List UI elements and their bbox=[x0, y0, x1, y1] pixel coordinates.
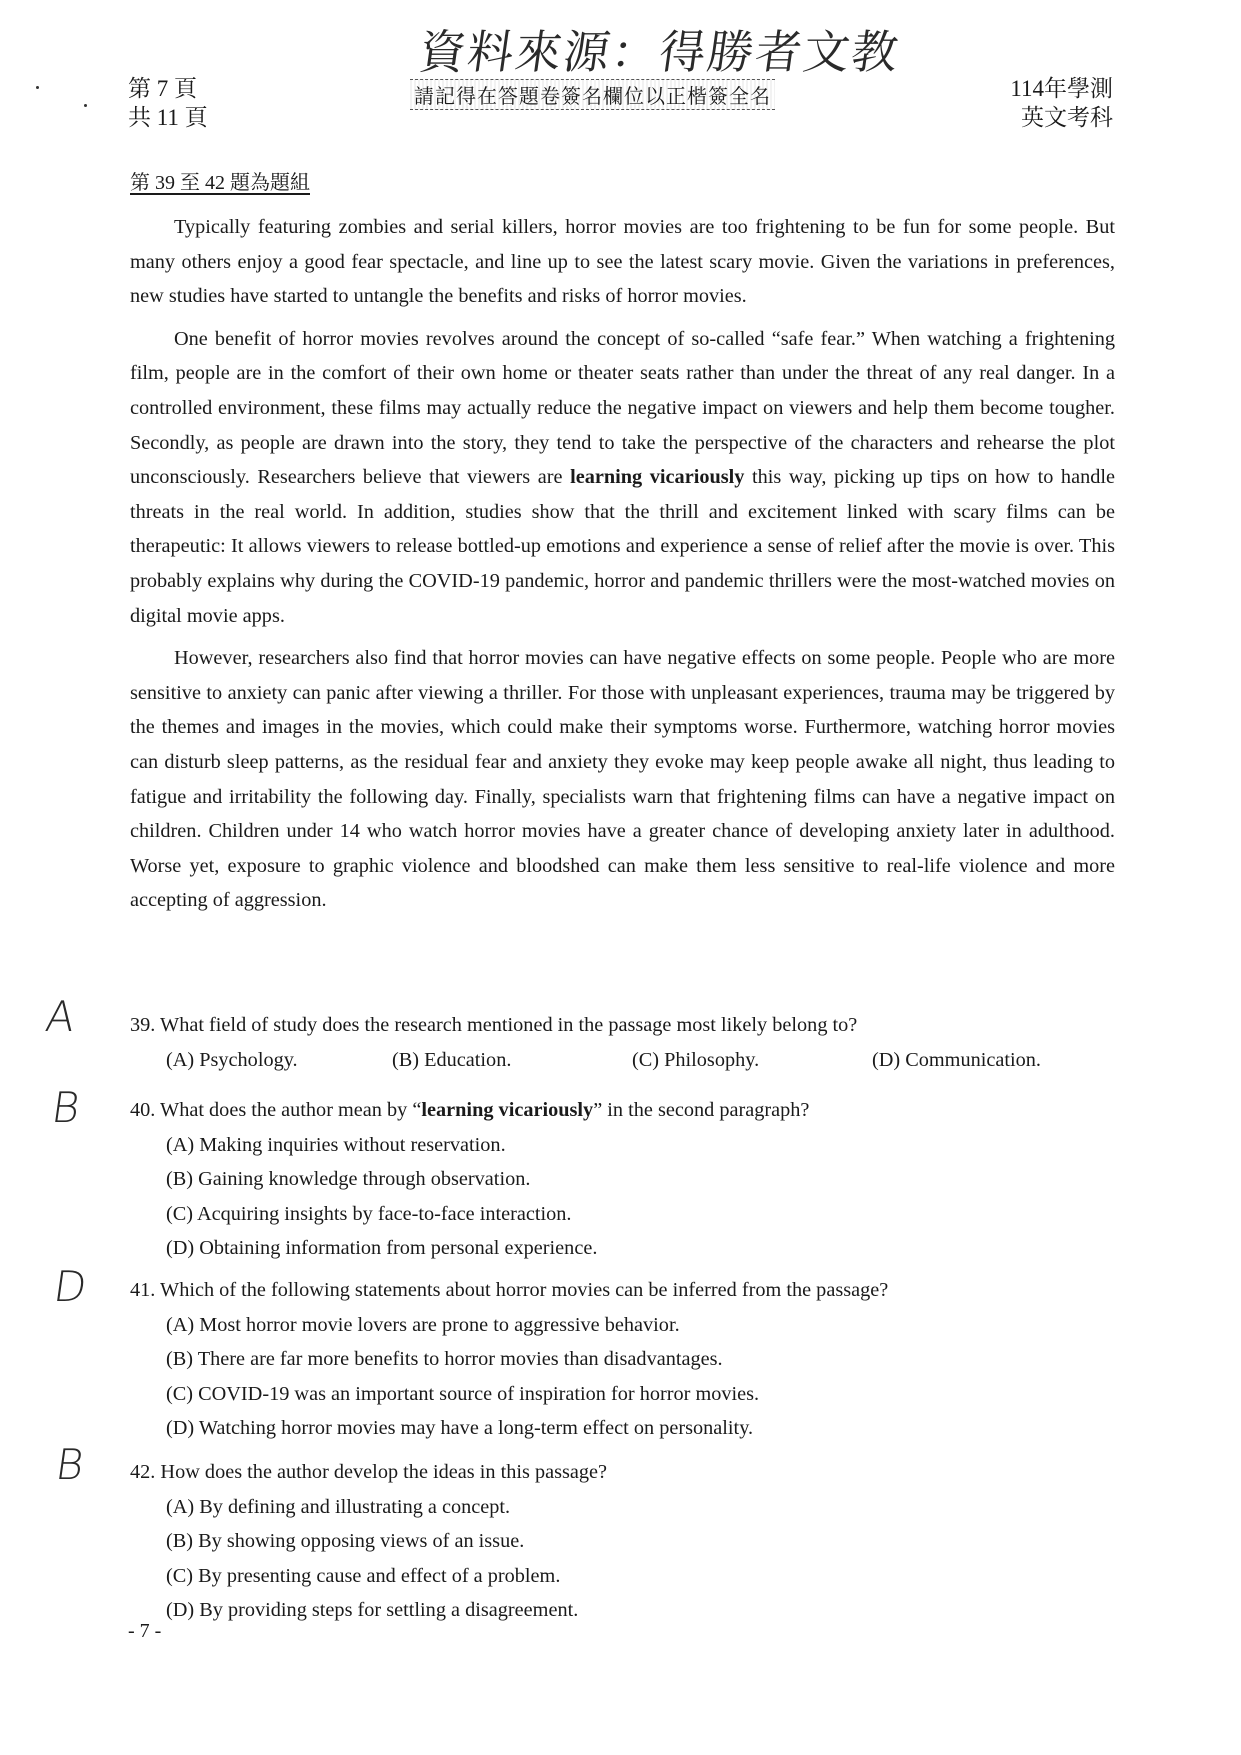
passage-paragraph-2 bbox=[130, 322, 1115, 633]
option-b: (B) Education. bbox=[392, 1048, 512, 1071]
exam-info bbox=[1010, 74, 1113, 132]
exam-year: 114年學測 bbox=[1010, 76, 1113, 101]
page-counter bbox=[128, 74, 208, 132]
page-number: - 7 - bbox=[128, 1620, 162, 1642]
question-group-label: 第 39 至 42 題為題組 bbox=[130, 172, 310, 194]
option-a: (A) By defining and illustrating a concept. bbox=[166, 1495, 511, 1518]
scan-dot bbox=[36, 86, 39, 89]
option-d: (D) By providing steps for settling a disagreement. bbox=[166, 1599, 579, 1621]
page-label: 第 7 頁 bbox=[128, 76, 197, 101]
handwritten-source-note: 資料來源：得勝者文教 bbox=[415, 25, 904, 79]
option-c: (C) By presenting cause and effect of a problem. bbox=[166, 1564, 561, 1587]
option-a: (A) Making inquiries without reservation. bbox=[166, 1133, 506, 1156]
stem-end: ” in the second paragraph? bbox=[593, 1099, 810, 1121]
option-b: (B) By showing opposing views of an issue. bbox=[166, 1530, 525, 1552]
question-stem: 42. How does the author develop the ideas in this passage? bbox=[130, 1461, 608, 1483]
scan-dot bbox=[84, 104, 87, 107]
stem-start: 40. What does the author mean by “ bbox=[130, 1099, 422, 1121]
signature-notice: 請記得在答題卷簽名欄位以正楷簽全名 bbox=[410, 79, 775, 110]
option-c: (C) Acquiring insights by face-to-face interaction. bbox=[166, 1202, 572, 1225]
option-a: (A) Most horror movie lovers are prone to aggressive behavior. bbox=[166, 1313, 680, 1336]
key-phrase: learning vicariously bbox=[421, 1099, 594, 1121]
option-c: (C) Philosophy. bbox=[632, 1048, 760, 1071]
option-a: (A) Psychology. bbox=[166, 1048, 298, 1071]
total-pages-label: 共 11 頁 bbox=[128, 105, 208, 130]
question-42 bbox=[130, 1455, 1120, 1628]
passage-paragraph-3: However, researchers also find that horror movies can have negative effects on some people. People who are more sensitive to anxiety can panic after viewing a thriller. For those with unpleasant experiences, trauma may be triggered by the themes and images in the movies, which could make their symptoms worse. Furthermore, watching horror movies can disturb sleep patterns, as the residual fear and anxiety they evoke may keep people awake all night, thus leading to fatigue and irritability the following day. Finally, specialists warn that frightening films can have a negative impact on children. Children under 14 who watch horror movies have a greater chance of developing anxiety later in adulthood. Worse yet, exposure to graphic violence and bloodshed can make them less sensitive to real-life violence and more accepting of aggression. bbox=[130, 647, 1115, 912]
reading-passage bbox=[130, 210, 1115, 926]
paragraph-2-text-end: this way, picking up tips on how to handle threats in the real world. In addition, studies show that the thrill and excitement linked with scary films can be therapeutic: It allows viewers to release bottled-up emotions and experience a sense of relief after the movie is over. This probably explains why during the COVID-19 pandemic, horror and pandemic thrillers were the most-watched movies on digital movie apps. bbox=[130, 466, 1115, 627]
option-c: (C) COVID-19 was an important source of inspiration for horror movies. bbox=[166, 1382, 760, 1405]
question-40 bbox=[130, 1093, 1120, 1266]
option-b: (B) There are far more benefits to horror movies than disadvantages. bbox=[166, 1348, 723, 1370]
option-d: (D) Communication. bbox=[872, 1048, 1041, 1071]
key-phrase: learning vicariously bbox=[570, 466, 745, 489]
handwritten-answer-39: A bbox=[42, 992, 79, 1041]
handwritten-answer-41: D bbox=[50, 1262, 90, 1311]
handwritten-answer-40: B bbox=[48, 1083, 83, 1132]
exam-subject: 英文考科 bbox=[1021, 105, 1113, 130]
question-stem: 39. What field of study does the research mentioned in the passage most likely belong to? bbox=[130, 1014, 858, 1036]
question-stem bbox=[130, 1093, 1120, 1128]
option-d: (D) Watching horror movies may have a long-term effect on personality. bbox=[166, 1417, 754, 1439]
paragraph-2-text-start: One benefit of horror movies revolves around the concept of so-called “safe fear.” When watching a frightening film, people are in the comfort of their own home or theater seats rather than under the threat of any real danger. In a controlled environment, these films may actually reduce the negative impact on viewers and help them become tougher. Secondly, as people are drawn into the story, they tend to take the perspective of the characters and rehearse the plot unconsciously. Researchers believe that viewers are bbox=[130, 327, 1115, 489]
question-41 bbox=[130, 1273, 1120, 1446]
option-b: (B) Gaining knowledge through observation. bbox=[166, 1168, 531, 1190]
question-stem: 41. Which of the following statements about horror movies can be inferred from the passage? bbox=[130, 1279, 889, 1301]
question-39 bbox=[130, 1008, 1120, 1077]
option-d: (D) Obtaining information from personal experience. bbox=[166, 1237, 598, 1259]
option-row bbox=[130, 1043, 1120, 1078]
handwritten-answer-42: B bbox=[52, 1440, 87, 1489]
passage-paragraph-1: Typically featuring zombies and serial killers, horror movies are too frightening to be fun for some people. But many others enjoy a good fear spectacle, and line up to see the latest scary movie. Given the variations in preferences, new studies have started to untangle the benefits and risks of horror movies. bbox=[130, 216, 1115, 308]
